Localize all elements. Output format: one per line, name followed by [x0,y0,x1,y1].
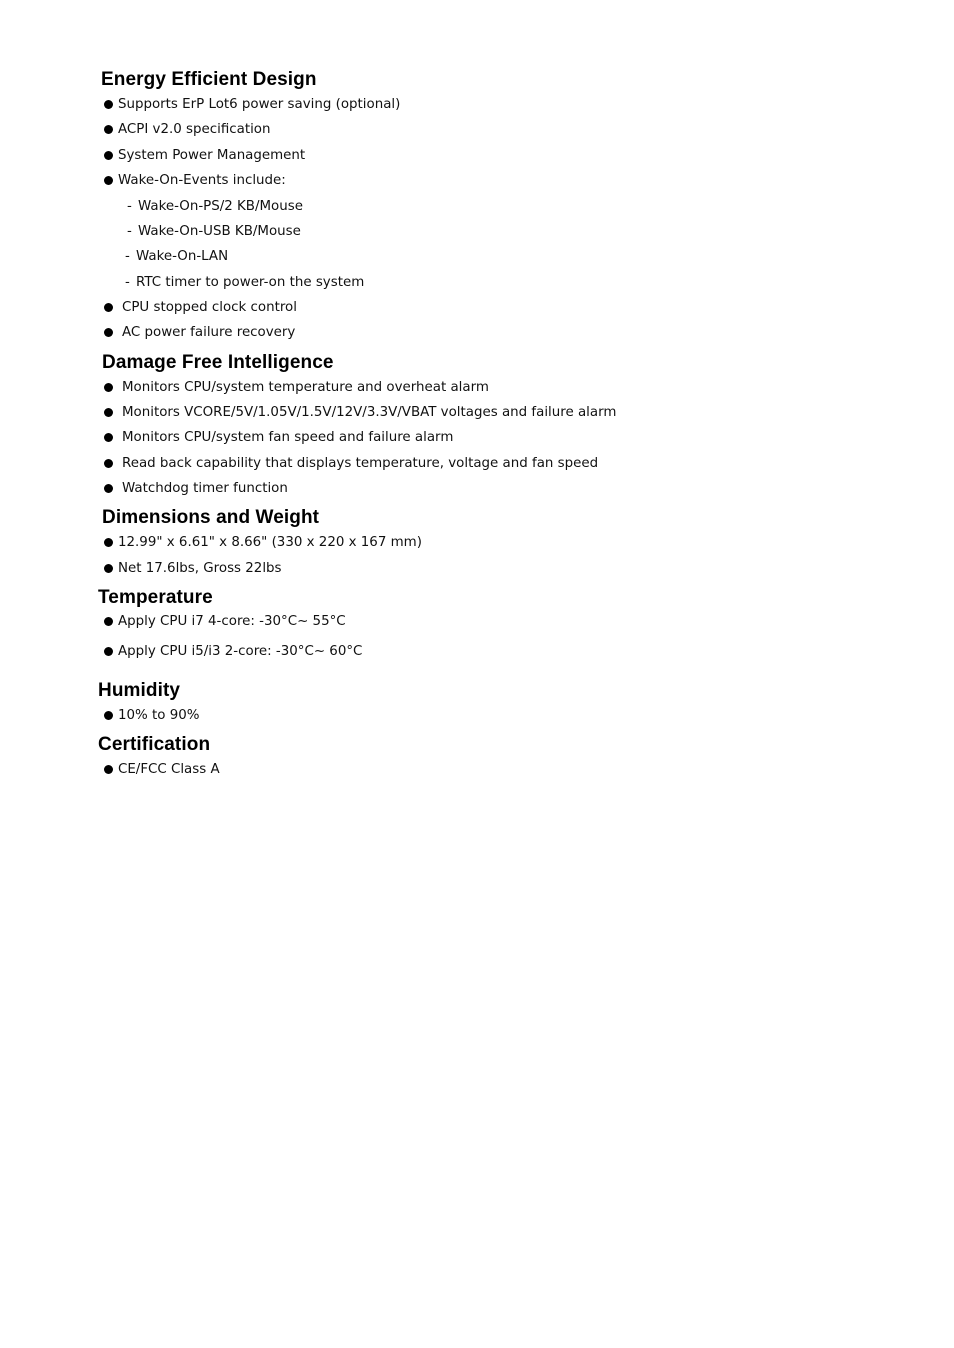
bullet-icon [104,617,113,626]
sub-list-item: Wake-On-USB KB/Mouse [138,224,301,239]
list-item: AC power failure recovery [122,325,296,340]
list-item: Apply CPU i7 4-core: -30°C~ 55°C [118,614,346,629]
list-item: CE/FCC Class A [118,762,220,777]
section-title-energy-efficient-design: Energy Efficient Design [101,69,317,90]
section-title-damage-free-intelligence: Damage Free Intelligence [102,352,334,373]
bullet-icon [104,303,113,312]
bullet-icon [104,765,113,774]
bullet-icon [104,564,113,573]
section-title-certification: Certification [98,734,211,755]
section-title-dimensions-and-weight: Dimensions and Weight [102,507,320,528]
bullet-icon [104,176,113,185]
sub-list-item: Wake-On-LAN [136,249,229,264]
bullet-icon [104,383,113,392]
list-item: Net 17.6lbs, Gross 22lbs [118,561,282,576]
list-item: Supports ErP Lot6 power saving (optional) [118,97,401,112]
list-item: Read back capability that displays temperature, voltage and fan speed [122,456,599,471]
bullet-icon [104,328,113,337]
section-title-temperature: Temperature [98,587,213,608]
list-item: Monitors VCORE/5V/1.05V/1.5V/12V/3.3V/VBAT voltages and failure alarm [122,405,617,420]
dash-marker: - [125,249,130,264]
dash-marker: - [127,224,132,239]
list-item: Monitors CPU/system temperature and overheat alarm [122,380,489,395]
list-item: Wake-On-Events include: [118,173,286,188]
list-item: 10% to 90% [118,708,200,723]
list-item: ACPI v2.0 specification [118,122,271,137]
bullet-icon [104,711,113,720]
dash-marker: - [125,275,130,290]
list-item: System Power Management [118,148,306,163]
section-title-humidity: Humidity [98,680,181,701]
list-item: 12.99" x 6.61" x 8.66" (330 x 220 x 167 mm) [118,535,422,550]
bullet-icon [104,125,113,134]
bullet-icon [104,647,113,656]
sub-list-item: RTC timer to power-on the system [136,275,365,290]
list-item: Apply CPU i5/i3 2-core: -30°C~ 60°C [118,644,363,659]
sub-list-item: Wake-On-PS/2 KB/Mouse [138,199,303,214]
list-item: Watchdog timer function [122,481,288,496]
list-item: Monitors CPU/system fan speed and failure alarm [122,430,454,445]
bullet-icon [104,538,113,547]
bullet-icon [104,433,113,442]
dash-marker: - [127,199,132,214]
bullet-icon [104,100,113,109]
bullet-icon [104,151,113,160]
list-item: CPU stopped clock control [122,300,297,315]
bullet-icon [104,484,113,493]
bullet-icon [104,408,113,417]
bullet-icon [104,459,113,468]
